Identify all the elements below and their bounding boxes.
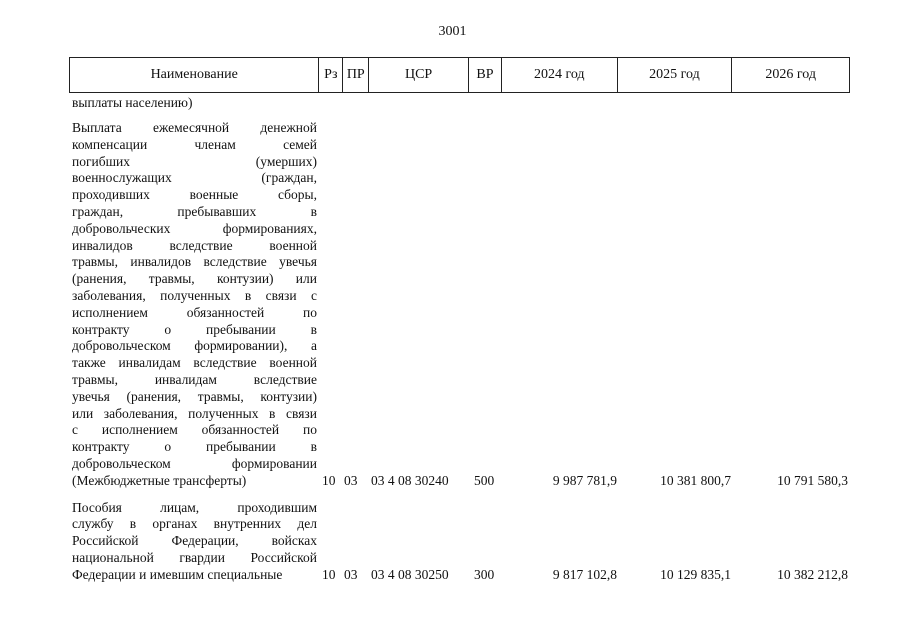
header-rz: Рз — [319, 58, 343, 92]
row-rz: 10 — [322, 566, 336, 582]
header-2026: 2026 год — [765, 67, 816, 82]
header-2024: 2024 год — [502, 58, 618, 92]
row-vr: 300 — [474, 566, 495, 582]
row-name-line: с исполнением обязанностей по — [72, 422, 317, 438]
row-rz: 10 — [322, 472, 336, 488]
row-vr: 500 — [474, 472, 495, 488]
row-name-line: контракту о пребывании в — [72, 321, 317, 337]
row-name-line: Федерации и имевшим специальные — [72, 566, 283, 582]
row-name-line: инвалидов вследствие военной — [72, 237, 317, 253]
row-pr: 03 — [344, 566, 358, 582]
row-name-line: также инвалидам вследствие военной — [72, 355, 317, 371]
row-name-line: военнослужащих (граждан, — [72, 170, 317, 186]
row-name-line: проходивших военные сборы, — [72, 187, 317, 203]
row-2025-value: 10 129 835,1 — [660, 566, 731, 582]
header-pr: ПР — [343, 58, 369, 92]
header-name: Наименование — [70, 58, 319, 92]
row-csr: 03 4 08 30240 — [371, 472, 449, 488]
row-2026-value: 10 382 212,8 — [777, 566, 848, 582]
row-name-line: Российской Федерации, войсках — [72, 533, 317, 549]
row-pr: 03 — [344, 472, 358, 488]
header-2025: 2025 год — [618, 58, 733, 92]
row-name-line: службу в органах внутренних дел — [72, 516, 317, 532]
row-name-line: травмы, инвалидам вследствие — [72, 372, 317, 387]
row-name-line: национальной гвардии Российской — [72, 550, 317, 565]
header-csr: ЦСР — [369, 58, 469, 92]
table-header — [69, 57, 850, 93]
page-number: 3001 — [438, 24, 467, 39]
row-name-line: (Межбюджетные трансферты) — [72, 472, 247, 488]
carryover-text: выплаты населению) — [72, 95, 193, 110]
row-name-line: Пособия лицам, проходившим — [72, 499, 317, 515]
row-2025-value: 10 381 800,7 — [660, 472, 731, 488]
row-name-line: компенсации членам семей — [72, 136, 317, 152]
row-2024-value: 9 817 102,8 — [552, 566, 617, 582]
row-name-line: контракту о пребывании в — [72, 439, 317, 455]
row-name-line: добровольческом формировании — [72, 456, 317, 471]
row-2024-value: 9 987 781,9 — [552, 472, 617, 488]
row-2026-value: 10 791 580,3 — [777, 472, 848, 488]
row-name-line: увечья (ранения, травмы, контузии) — [72, 388, 317, 404]
row-name-line: (ранения, травмы, контузии) или — [72, 271, 317, 287]
row-name-line: добровольческом формировании), а — [72, 338, 317, 354]
row-name-line: граждан, пребывавших в — [72, 204, 317, 219]
row-name-line: или заболевания, полученных в связи — [72, 405, 317, 421]
row-name-line: заболевания, полученных в связи с — [72, 288, 317, 303]
row-csr: 03 4 08 30250 — [371, 566, 449, 582]
row-name-line: Выплата ежемесячной денежной — [72, 120, 317, 135]
row-name-line: погибших (умерших) — [72, 153, 317, 169]
header-vr: ВР — [469, 58, 502, 92]
row-name-line: травмы, инвалидов вследствие увечья — [72, 254, 317, 270]
row-name-line: исполнением обязанностей по — [72, 304, 317, 320]
row-name-line: добровольческих формированиях, — [72, 220, 317, 236]
